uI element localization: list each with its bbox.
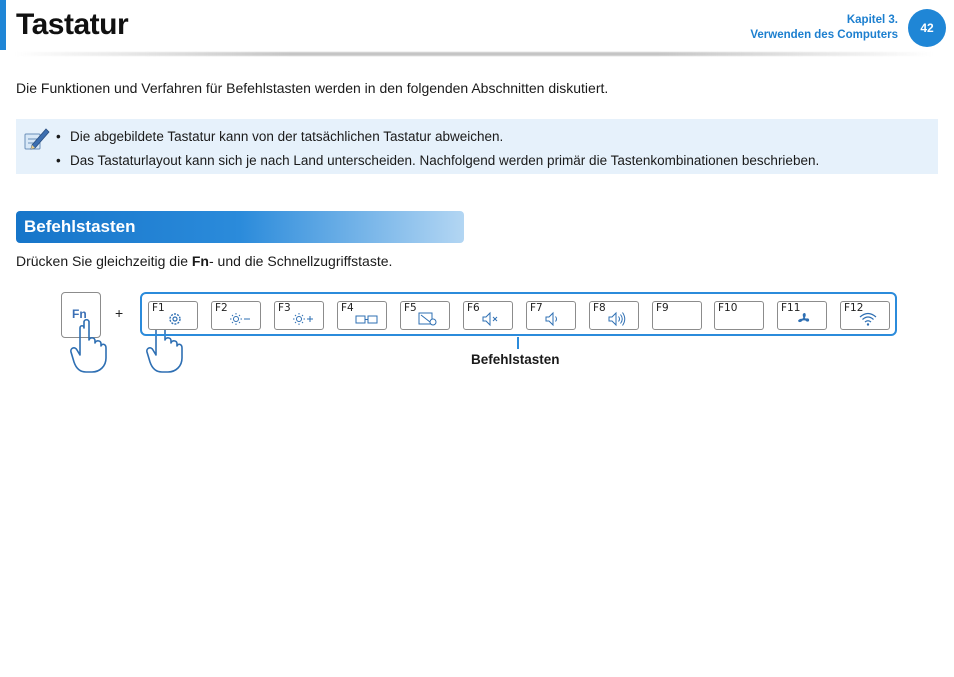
key-f10 [714, 301, 764, 330]
settings-gear-icon [166, 311, 184, 327]
key-label: F1 [152, 302, 165, 314]
note-pencil-icon [22, 125, 50, 153]
key-label: F5 [404, 302, 417, 314]
mute-icon [481, 311, 501, 327]
fn-key-label: Fn [72, 307, 87, 321]
key-label: F9 [656, 302, 669, 314]
key-f7 [526, 301, 576, 330]
section-heading [16, 211, 464, 243]
key-label: F7 [530, 302, 543, 314]
touchpad-toggle-icon [418, 311, 438, 327]
instruction-pre: Drücken Sie gleichzeitig die [16, 253, 192, 269]
key-label: F11 [781, 302, 801, 314]
chapter-number: Kapitel 3. [846, 14, 898, 26]
key-f8 [589, 301, 639, 330]
section-title: Befehlstasten [24, 217, 136, 236]
key-label: F4 [341, 302, 354, 314]
header-accent-bar [0, 0, 6, 50]
display-switch-icon [355, 311, 379, 327]
fan-icon [795, 311, 813, 327]
volume-down-icon [544, 311, 564, 327]
key-label: F2 [215, 302, 228, 314]
volume-up-icon [607, 311, 627, 327]
key-label: F6 [467, 302, 480, 314]
key-f2 [211, 301, 261, 330]
callout-label: Befehlstasten [471, 352, 560, 367]
brightness-up-icon [292, 311, 314, 327]
callout-line [517, 337, 519, 349]
key-f6 [463, 301, 513, 330]
wifi-icon [858, 311, 878, 327]
key-f3 [274, 301, 324, 330]
key-label: F8 [593, 302, 606, 314]
chapter-title: Verwenden des Computers [750, 29, 898, 41]
key-label: F3 [278, 302, 291, 314]
header-divider [14, 52, 934, 56]
instruction-text [16, 253, 392, 269]
chapter-label [750, 13, 898, 43]
key-f1 [148, 301, 198, 330]
note-item: • Die abgebildete Tastatur kann von der tatsächlichen Tastatur abweichen. [54, 125, 819, 149]
key-f11 [777, 301, 827, 330]
key-label: F12 [844, 302, 864, 314]
key-f5 [400, 301, 450, 330]
note-item: • Das Tastaturlayout kann sich je nach Land unterscheiden. Nachfolgend werden primär die Tastenkombinationen beschrieben. [54, 149, 819, 173]
hand-pointer-icon [70, 318, 108, 374]
brightness-down-icon [229, 311, 251, 327]
note-list [54, 125, 819, 173]
plus-sign: + [115, 305, 124, 321]
page-number-badge: 42 [908, 9, 946, 47]
key-label: F10 [718, 302, 738, 314]
note-box [16, 119, 938, 174]
key-f9 [652, 301, 702, 330]
function-key-row [140, 292, 897, 336]
instruction-post: - und die Schnellzugriffstaste. [208, 253, 393, 269]
intro-paragraph: Die Funktionen und Verfahren für Befehlstasten werden in den folgenden Abschnitten diskutiert. [16, 80, 609, 96]
key-f12 [840, 301, 890, 330]
key-f4 [337, 301, 387, 330]
page-title: Tastatur [16, 8, 129, 41]
instruction-fn: Fn [191, 253, 209, 269]
